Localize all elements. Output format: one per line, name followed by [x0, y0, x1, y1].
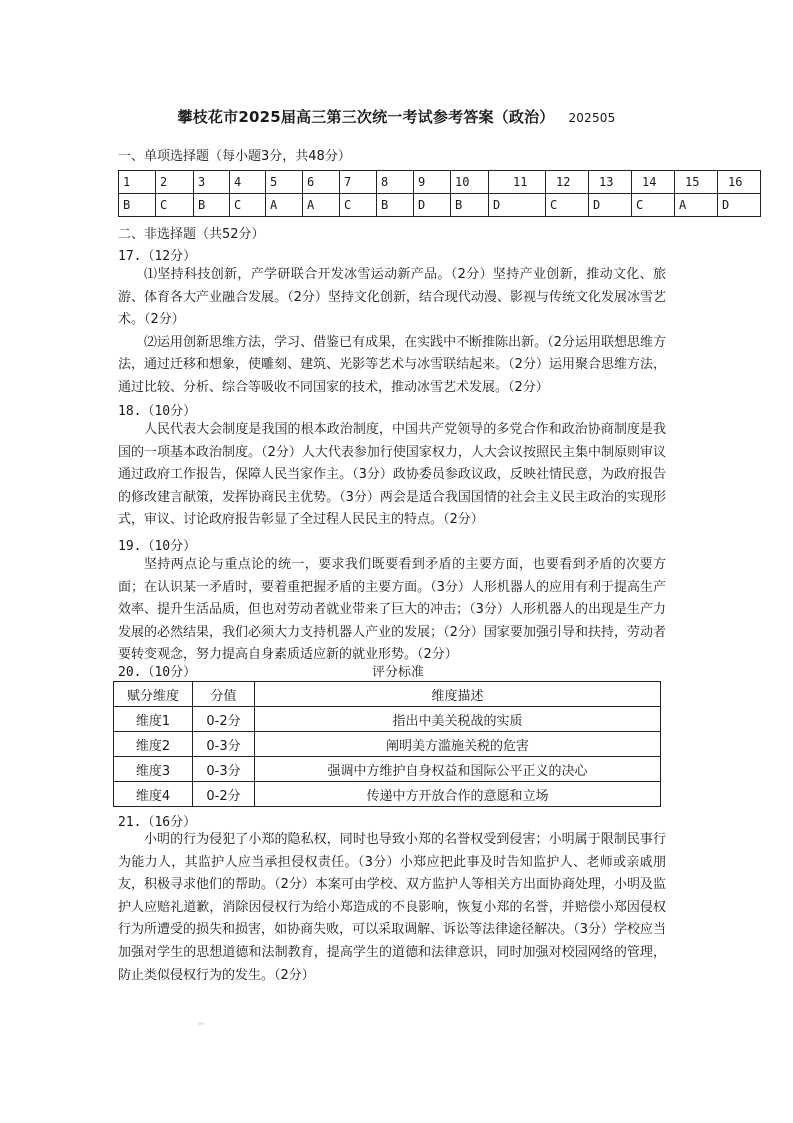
- rubric-row: [114, 782, 661, 807]
- q21-paragraph: 小明的行为侵犯了小郑的隐私权，同时也导致小郑的名誉权受到侵害；小明属于限制民事行为能力人，其监护人应当承担侵权责任。（3分）小郑应把此事及时告知监护人、老师或亲戚朋友，积极寻求他们的帮助。（2分）本案可由学校、双方监护人等相关方出面协商处理，小明及监护人应赔礼道歉，消除因侵权行为给小郑造成的不良影响，恢复小郑的名誉，并赔偿小郑因侵权行为所遭受的损失和损害，如协商失败，可以采取调解、诉讼等法律途径解决。（3分）学校应当加强对学生的思想道德和法制教育，提高学生的道德和法律意识，同时加强对校园网络的管理，防止类似侵权行为的发生。（2分）: [118, 832, 666, 983]
- rubric-score: 0-2分: [193, 782, 255, 807]
- section-2-heading: 二、非选择题（共52分）: [118, 227, 265, 242]
- mcq-number: 3: [194, 171, 230, 194]
- mcq-answer-table: [118, 170, 761, 217]
- mcq-number: 1: [119, 171, 156, 194]
- exam-code: 202505: [568, 111, 616, 125]
- rubric-row: [114, 732, 661, 757]
- mcq-number: 7: [340, 171, 377, 194]
- q20-header: 20.（10分）: [118, 665, 197, 680]
- q18-paragraph: 人民代表大会制度是我国的根本政治制度，中国共产党领导的多党合作和政治协商制度是我国的一项基本政治制度。（2分）人大代表参加行使国家权力，人大会议按照民主集中制原则审议通过政府工作报告，保障人民当家作主。（3分）政协委员参政议政，反映社情民意，为政府报告的修改建言献策，发挥协商民主优势。（3分）两会是适合我国国情的社会主义民主政治的实现形式，审议、讨论政府报告彰显了全过程人民民主的特点。（2分）: [118, 422, 666, 528]
- mcq-answer: C: [340, 194, 377, 217]
- q17-part-2: ⑵运用创新思维方法，学习、借鉴已有成果，在实践中不断推陈出新。（2分运用联想思维方法，通过迁移和想象，使雕刻、建筑、光影等艺术与冰雪联结起来。（2分）运用聚合思维方法，通过比较、分析、综合等吸收不同国家的技术，推动冰雪艺术发展。（2分）: [118, 334, 666, 395]
- mcq-answer: B: [194, 194, 230, 217]
- rubric-description: 强调中方维护自身权益和国际公平正义的决心: [255, 757, 661, 782]
- mcq-number: 8: [377, 171, 414, 194]
- rubric-dimension: 维度1: [114, 707, 193, 732]
- mcq-answer: C: [156, 194, 194, 217]
- mcq-answer: D: [414, 194, 451, 217]
- mcq-number: 2: [156, 171, 194, 194]
- rubric-description: 阐明美方滥施关税的危害: [255, 732, 661, 757]
- mcq-answer: D: [718, 194, 761, 217]
- mcq-number: 4: [230, 171, 266, 194]
- mcq-answer: B: [451, 194, 489, 217]
- q21-header: 21.（16分）: [118, 815, 197, 830]
- mcq-number: 6: [303, 171, 340, 194]
- rubric-col-score: 分值: [193, 682, 255, 707]
- rubric-dimension: 维度3: [114, 757, 193, 782]
- mcq-answer: A: [266, 194, 303, 217]
- q19-header: 19.（10分）: [118, 539, 197, 554]
- rubric-score: 0-3分: [193, 757, 255, 782]
- q17-header: 17.（12分）: [118, 249, 197, 264]
- mcq-number-row: [119, 171, 761, 194]
- mcq-answer: A: [675, 194, 718, 217]
- page-title: [0, 106, 793, 127]
- mcq-answer-row: [119, 194, 761, 217]
- mcq-answer: D: [589, 194, 632, 217]
- rubric-dimension: 维度2: [114, 732, 193, 757]
- rubric-header-row: [114, 682, 661, 707]
- rubric-row: [114, 757, 661, 782]
- rubric-row: [114, 707, 661, 732]
- q18-header: 18.（10分）: [118, 404, 197, 419]
- mcq-answer: B: [119, 194, 156, 217]
- mcq-answer: C: [230, 194, 266, 217]
- scoring-rubric-table: [113, 681, 661, 807]
- mcq-number: 12: [546, 171, 589, 194]
- mcq-answer: A: [303, 194, 340, 217]
- mcq-number: 14: [632, 171, 675, 194]
- q18-answer: [118, 419, 666, 532]
- mcq-number: 9: [414, 171, 451, 194]
- mcq-number: 15: [675, 171, 718, 194]
- section-1-heading: 一、单项选择题（每小题3分，共48分）: [118, 149, 351, 164]
- mcq-number: 10: [451, 171, 489, 194]
- mcq-number: 11: [489, 171, 546, 194]
- rubric-description: 传递中方开放合作的意愿和立场: [255, 782, 661, 807]
- rubric-col-dimension: 赋分维度: [114, 682, 193, 707]
- mcq-answer: C: [632, 194, 675, 217]
- rubric-col-description: 维度描述: [255, 682, 661, 707]
- q21-answer: [118, 829, 666, 987]
- rubric-score: 0-3分: [193, 732, 255, 757]
- q19-paragraph: 坚持两点论与重点论的统一，要求我们既要看到矛盾的主要方面，也要看到矛盾的次要方面；在认识某一矛盾时，要着重把握矛盾的主要方面。（3分）人形机器人的应用有利于提高生产效率、提升生活品质，但也对劳动者就业带来了巨大的冲击；（3分）人形机器人的出现是生产力发展的必然结果，我们必须大力支持机器人产业的发展；（2分）国家要加强引导和扶持，劳动者要转变观念，努力提高自身素质适应新的就业形势。（2分）: [118, 557, 666, 663]
- mcq-answer: D: [489, 194, 546, 217]
- rubric-description: 指出中美关税战的实质: [255, 707, 661, 732]
- mcq-number: 13: [589, 171, 632, 194]
- q17-part-1: ⑴坚持科技创新，产学研联合开发冰雪运动新产品。（2分）坚持产业创新，推动文化、旅游、体育各大产业融合发展。（2分）坚持文化创新，结合现代动漫、影视与传统文化发展冰雪艺术。（2分）: [118, 267, 666, 328]
- rubric-dimension: 维度4: [114, 782, 193, 807]
- mcq-number: 16: [718, 171, 761, 194]
- scan-speck: [198, 1022, 204, 1025]
- mcq-answer: C: [546, 194, 589, 217]
- q19-answer: [118, 554, 666, 667]
- mcq-answer: B: [377, 194, 414, 217]
- q17-answer: [118, 264, 666, 400]
- rubric-title: 评分标准: [372, 665, 425, 680]
- rubric-score: 0-2分: [193, 707, 255, 732]
- title-text: 攀枝花市2025届高三第三次统一考试参考答案（政治）: [177, 108, 555, 126]
- mcq-number: 5: [266, 171, 303, 194]
